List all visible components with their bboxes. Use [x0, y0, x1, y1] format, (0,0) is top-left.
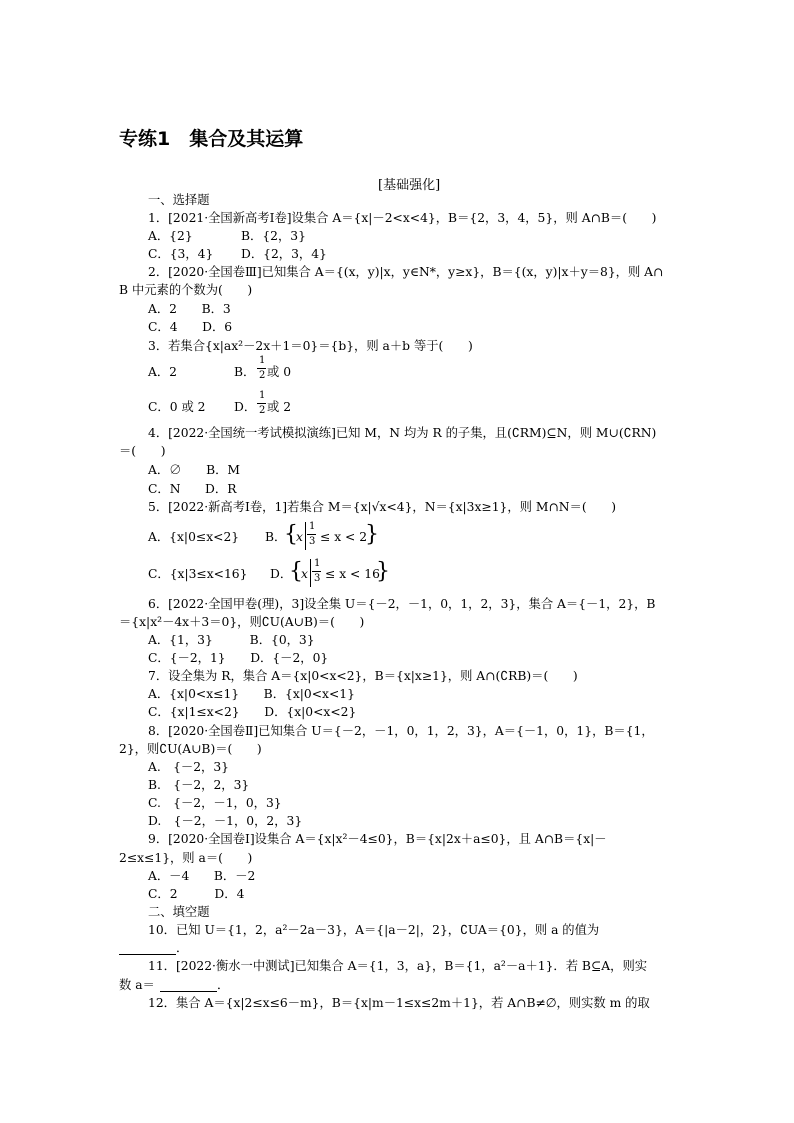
q5b-left-brace: {: [284, 522, 298, 547]
q5b-right-brace: }: [365, 522, 379, 547]
q5d-variable: x: [301, 567, 308, 581]
section-heading: [基础强化]: [378, 178, 441, 193]
q5d-left-brace: {: [289, 559, 303, 584]
q8-option-a: A. {－2，3}: [148, 760, 229, 774]
q5d-right-brace: }: [376, 559, 390, 584]
q9-options-ab: A．－4 B．－2: [148, 869, 256, 883]
question-6-cont: ＝{x|x²－4x＋3＝0}，则∁U(A∪B)＝( ): [119, 615, 365, 629]
q6-options-cd: C．{－2，1} D．{－2，0}: [148, 651, 329, 665]
q5d-fraction-numerator: 1: [314, 558, 321, 569]
q4-options-ab: A．∅ B．M: [148, 463, 240, 477]
q5-option-a: A．{x|0≤x<2}: [148, 530, 240, 544]
question-5: 5．[2022·新高考Ⅰ卷，1]若集合 M＝{x|√x<4}，N＝{x|3x≥1}，则 M∩N＝( ): [148, 500, 617, 514]
q5d-inequality: ≤ x < 16: [325, 567, 380, 581]
question-9: 9．[2020·全国卷Ⅰ]设集合 A＝{x|x²－4≤0}，B＝{x|2x＋a≤0}，且 A∩B＝{x|－: [148, 832, 607, 846]
q2-options-cd: C．4 D．6: [148, 320, 233, 334]
q3b-fraction-denominator: 2: [259, 370, 266, 381]
q3d-fraction-denominator: 2: [259, 405, 266, 416]
question-1: 1．[2021·全国新高考Ⅰ卷]设集合 A＝{x|－2<x<4}，B＝{2，3，4，5}，则 A∩B＝( ): [148, 211, 657, 225]
q5b-fraction-bar: [307, 534, 316, 535]
q8-option-d: D. {－2，－1，0，2，3}: [148, 814, 303, 828]
q1-option-a: A．{2}: [148, 229, 193, 243]
question-11: 11．[2022·衡水一中测试]已知集合 A＝{1，3，a}，B＝{1，a²－a＋1}．若 B⊆A，则实: [148, 959, 648, 973]
q3-option-c: C．0 或 2: [148, 400, 206, 414]
q7-options-ab: A．{x|0<x≤1} B．{x|0<x<1}: [148, 687, 355, 701]
q5b-separator: [305, 522, 306, 550]
q5d-fraction-denominator: 3: [314, 573, 321, 584]
question-8-cont: 2}，则∁U(A∪B)＝( ): [119, 742, 262, 756]
question-10: 10．已知 U＝{1，2，a²－2a－3}，A＝{|a－2|，2}，∁UA＝{0}，则 a 的值为: [148, 923, 600, 937]
question-12: 12．集合 A＝{x|2≤x≤6－m}，B＝{x|m－1≤x≤2m＋1}，若 A∩B≠∅，则实数 m 的取: [148, 996, 650, 1010]
q5b-fraction-numerator: 1: [309, 521, 316, 532]
q3d-fraction-numerator: 1: [259, 390, 266, 401]
question-4: 4．[2022·全国统一考试模拟演练]已知 M，N 均为 R 的子集，且(∁RM)⊆N，则 M∪(∁RN): [148, 426, 657, 440]
q3-option-d-label: D．: [234, 400, 257, 414]
q7-options-cd: C．{x|1≤x<2} D．{x|0<x<2}: [148, 705, 357, 719]
question-2-cont: B 中元素的个数为( ): [119, 283, 253, 297]
q1-option-b: B．{2，3}: [241, 229, 306, 243]
q9-options-cd: C．2 D．4: [148, 887, 245, 901]
q3b-fraction-numerator: 1: [259, 355, 266, 366]
question-8: 8．[2020·全国卷Ⅱ]已知集合 U＝{－2，－1，0，1，2，3}，A＝{－1，0，1}，B＝{1，: [148, 724, 654, 738]
question-11-end: ．: [217, 978, 230, 992]
q5b-variable: x: [296, 530, 303, 544]
q3-option-d-text: 或 2: [267, 400, 292, 414]
q8-option-b: B. {－2，2，3}: [148, 778, 250, 792]
q4-options-cd: C．N D．R: [148, 482, 237, 496]
question-11-cont: 数 a＝: [119, 978, 155, 992]
q3-option-b-text: 或 0: [267, 365, 292, 379]
q5-option-d-label: D．: [270, 567, 293, 581]
q1-option-c: C．{3，4}: [148, 247, 214, 261]
q3-option-b-label: B．: [234, 365, 256, 379]
q6-options-ab: A．{1，3} B．{0，3}: [148, 633, 315, 647]
part-heading-fill: 二、填空题: [148, 905, 210, 919]
q3-option-a: A．2: [148, 365, 178, 379]
q3d-fraction-bar: [257, 403, 266, 404]
question-3: 3．若集合{x|ax²－2x＋1＝0}＝{b}，则 a＋b 等于( ): [148, 339, 473, 353]
q2-options-ab: A．2 B．3: [148, 302, 231, 316]
q11-answer-blank[interactable]: [160, 978, 217, 992]
q5d-separator: [310, 559, 311, 587]
q8-option-c: C. {－2，－1，0，3}: [148, 796, 282, 810]
q1-option-d: D．{2，3，4}: [241, 247, 327, 261]
question-9-cont: 2≤x≤1}，则 a＝( ): [119, 851, 253, 865]
q3b-fraction-bar: [257, 368, 266, 369]
q10-answer-blank[interactable]: [119, 941, 176, 955]
q5-option-c: C．{x|3≤x<16}: [148, 567, 248, 581]
question-6: 6．[2022·全国甲卷(理)，3]设全集 U＝{－2，－1，0，1，2，3}，集合 A＝{－1，2}，B: [148, 597, 656, 611]
question-10-end: ．: [176, 941, 189, 955]
q5b-inequality: ≤ x < 2: [320, 530, 368, 544]
question-2: 2．[2020·全国卷Ⅲ]已知集合 A＝{(x，y)|x，y∈N*，y≥x}，B＝{(x，y)|x＋y＝8}，则 A∩: [148, 265, 664, 279]
q5-option-b-label: B．: [265, 530, 287, 544]
question-7: 7．设全集为 R，集合 A＝{x|0<x<2}，B＝{x|x≥1}，则 A∩(∁RB)＝( ): [148, 669, 578, 683]
part-heading-choice: 一、选择题: [148, 193, 210, 207]
q5b-fraction-denominator: 3: [309, 536, 316, 547]
question-4-cont: ＝( ): [119, 444, 166, 458]
q5d-fraction-bar: [312, 571, 321, 572]
page-title: 专练1 集合及其运算: [119, 128, 304, 150]
